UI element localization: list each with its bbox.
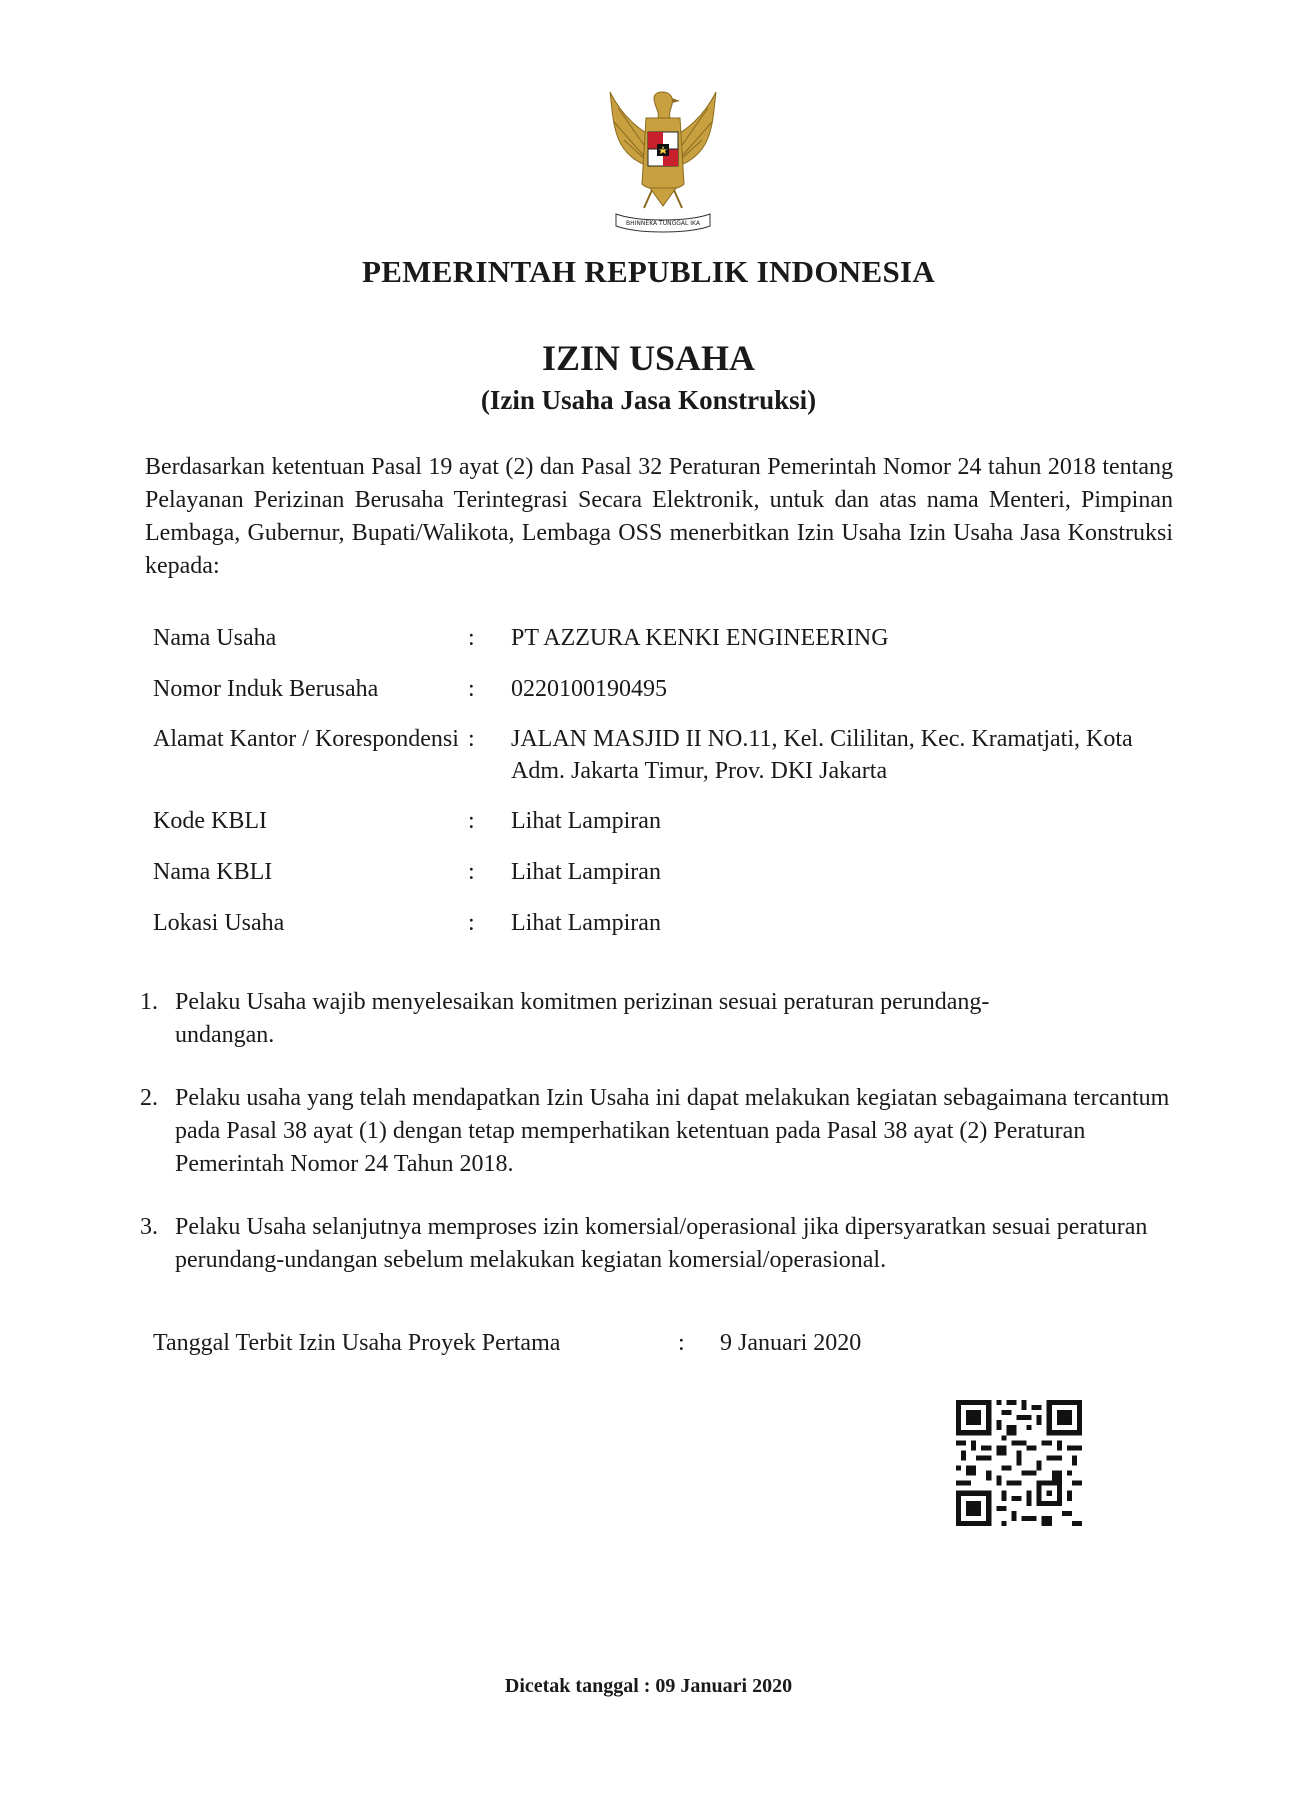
note-number: 1. [140, 989, 158, 1015]
note-item [140, 1211, 1173, 1277]
qr-code-icon [956, 1400, 1082, 1526]
note-item [140, 1082, 1173, 1181]
detail-label: Nama KBLI [153, 859, 273, 885]
detail-row-alamat [153, 723, 1173, 787]
detail-colon: : [468, 808, 475, 834]
government-title: PEMERINTAH REPUBLIK INDONESIA [361, 254, 936, 289]
document-title: IZIN USAHA [541, 338, 756, 378]
detail-row-nomor-induk [153, 673, 1173, 705]
garuda-emblem-icon [588, 88, 738, 238]
detail-label: Nama Usaha [153, 625, 277, 651]
detail-colon: : [468, 910, 475, 936]
note-text: Pelaku Usaha selanjutnya memproses izin komersial/operasional jika dipersyaratkan sesuai peraturan perundang-undangan sebelum melakukan kegiatan komersial/operasional. [175, 1214, 1148, 1273]
note-text: Pelaku Usaha wajib menyelesaikan komitmen perizinan sesuai peraturan perundang-undangan. [175, 989, 990, 1048]
issue-date-colon: : [678, 1330, 685, 1356]
note-number: 2. [140, 1085, 158, 1111]
detail-label: Alamat Kantor / Korespondensi [153, 726, 459, 752]
intro-paragraph: Berdasarkan ketentuan Pasal 19 ayat (2) dan Pasal 32 Peraturan Pemerintah Nomor 24 tahun 2018 tentang Pelayanan Perizinan Berusaha Terintegrasi Secara Elektronik, untuk dan atas nama Menteri, Pimpinan Lembaga, Gubernur, Bupati/Walikota, Lembaga OSS menerbitkan Izin Usaha Izin Usaha Jasa Konstruksi kepada: [145, 454, 1173, 579]
detail-label: Lokasi Usaha [153, 910, 285, 936]
detail-label: Nomor Induk Berusaha [153, 676, 379, 702]
detail-colon: : [468, 676, 475, 702]
detail-value: PT AZZURA KENKI ENGINEERING [511, 625, 889, 651]
detail-value: Lihat Lampiran [511, 808, 661, 834]
detail-value: JALAN MASJID II NO.11, Kel. Cililitan, Kec. Kramatjati, Kota Adm. Jakarta Timur, Prov. DKI Jakarta [511, 726, 1133, 784]
notes-list [140, 986, 1173, 1307]
emblem-motto: BHINNEKA TUNGGAL IKA [626, 220, 700, 227]
detail-value: 0220100190495 [511, 676, 667, 702]
detail-row-kode-kbli [153, 805, 1173, 837]
note-item [140, 986, 1080, 1052]
issue-date-value: 9 Januari 2020 [720, 1330, 862, 1356]
document-subtitle: (Izin Usaha Jasa Konstruksi) [480, 385, 817, 415]
detail-row-nama-kbli [153, 856, 1173, 888]
note-text: Pelaku usaha yang telah mendapatkan Izin Usaha ini dapat melakukan kegiatan sebagaimana tercantum pada Pasal 38 ayat (1) dengan tetap memperhatikan ketentuan pada Pasal 38 ayat (2) Peraturan Pemerintah Nomor 24 Tahun 2018. [175, 1085, 1170, 1177]
detail-colon: : [468, 726, 475, 752]
detail-row-lokasi-usaha [153, 907, 1173, 939]
detail-row-nama-usaha [153, 622, 1173, 654]
issue-date-label: Tanggal Terbit Izin Usaha Proyek Pertama [153, 1330, 561, 1356]
detail-value: Lihat Lampiran [511, 859, 661, 885]
detail-colon: : [468, 625, 475, 651]
detail-value: Lihat Lampiran [511, 910, 661, 936]
business-details [153, 622, 1173, 939]
note-number: 3. [140, 1214, 158, 1240]
issue-date-row [153, 1327, 861, 1359]
detail-label: Kode KBLI [153, 808, 267, 834]
printed-date: Dicetak tanggal : 09 Januari 2020 [504, 1675, 793, 1697]
detail-colon: : [468, 859, 475, 885]
